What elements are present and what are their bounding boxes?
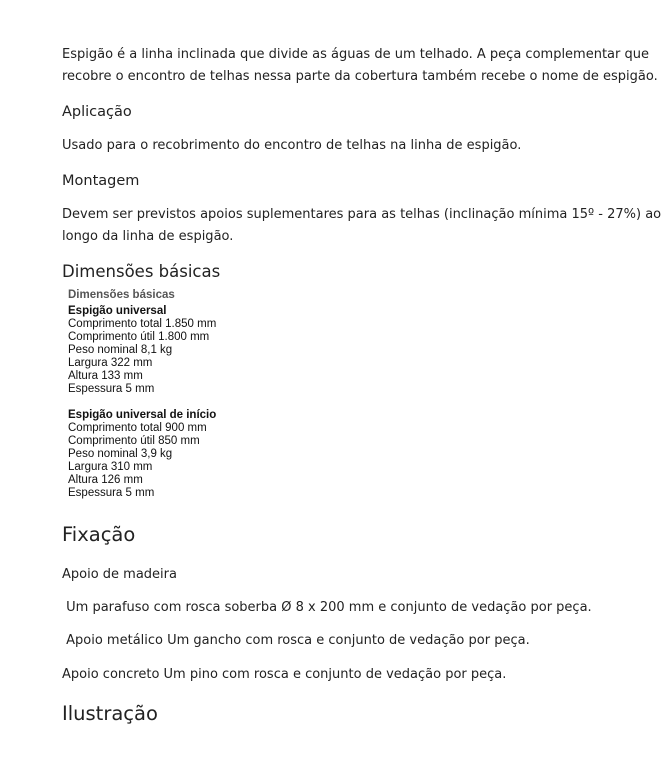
spec-line: Comprimento total 1.850 mm [68,318,217,330]
spec-line: Comprimento útil 1.800 mm [68,331,210,343]
intro-line-1: Espigão é a linha inclinada que divide as águas de um telhado. A peça complementar que [62,47,649,62]
fixacao-item: Apoio de madeira [62,567,177,582]
heading-ilustracao: Ilustração [62,702,158,725]
intro-line-2: recobre o encontro de telhas nessa parte da cobertura também recebe o nome de espigão. [62,69,658,84]
spec-title: Espigão universal de início [68,409,217,421]
spec-line: Altura 133 mm [68,370,143,382]
spec-line: Peso nominal 3,9 kg [68,448,173,460]
montagem-line-2: longo da linha de espigão. [62,229,234,244]
spec-line: Peso nominal 8,1 kg [68,344,173,356]
spec-line: Espessura 5 mm [68,383,155,395]
heading-fixacao: Fixação [62,523,136,546]
spec-line: Comprimento total 900 mm [68,422,207,434]
spec-line: Largura 310 mm [68,461,153,473]
heading-aplicacao: Aplicação [62,104,132,120]
aplicacao-text: Usado para o recobrimento do encontro de telhas na linha de espigão. [62,138,522,153]
spec-espigao-universal [68,305,216,396]
fixacao-item: Um parafuso com rosca soberba Ø 8 x 200 mm e conjunto de vedação por peça. [62,600,592,615]
spec-line: Largura 322 mm [68,357,153,369]
spec-line: Espessura 5 mm [68,487,155,499]
spec-line: Comprimento útil 850 mm [68,435,200,447]
heading-montagem: Montagem [62,173,140,189]
montagem-line-1: Devem ser previstos apoios suplementares para as telhas (inclinação mínima 15º - 27%) ao [62,207,661,222]
spec-espigao-universal-inicio [68,409,216,500]
spec-title: Espigão universal [68,305,167,317]
fixacao-item: Apoio concreto Um pino com rosca e conjunto de vedação por peça. [62,667,507,682]
heading-dimensoes: Dimensões básicas [62,262,221,281]
spec-line: Altura 126 mm [68,474,143,486]
fixacao-item: Apoio metálico Um gancho com rosca e conjunto de vedação por peça. [62,633,530,648]
dimensions-spec-image [68,289,308,504]
image-cropped-heading: Dimensões básicas [68,289,175,301]
